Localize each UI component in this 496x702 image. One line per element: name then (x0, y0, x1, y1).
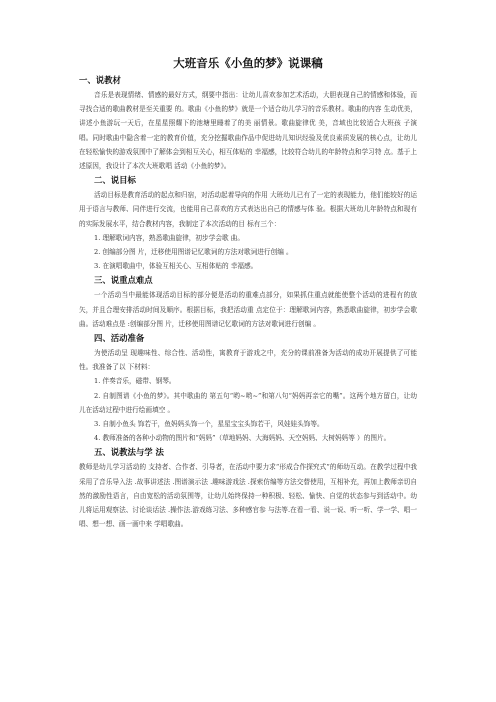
section-heading-3: 三、说重点难点 (94, 275, 153, 286)
section-heading-1: 一、说教材 (79, 75, 121, 85)
section-heading-2: 二、说目标 (94, 175, 136, 186)
section-heading-5: 五、说教法与学 法 (94, 447, 164, 458)
goal-item-2: 2. 创编部分图 片，迁移使用图谱记忆歌词的方法对歌词进行创编 。 (94, 248, 293, 257)
document-body (79, 73, 417, 531)
goal-item-1: 1. 理解歌词内容，熟悉歌曲旋律，初步学会歌 曲。 (94, 233, 245, 242)
section-4-paragraph: 为使活动呈 现趣味性、综合性、活动性，寓教育于游戏之中，充分的课前准备为活动的成功开展提供了可能 性。我准备了以 下材料： (79, 349, 417, 372)
goal-item-3: 3. 在演唱歌曲中，体验互相关心、互相体贴的 幸福感。 (94, 262, 258, 271)
material-item-4: 4. 教师准备的各种小动物的图片和“妈妈”（草地妈妈、大海妈妈、天空妈妈、大树妈妈等 ）的图片。 (94, 434, 391, 443)
document-title: 大班音乐《小鱼的梦》说课稿 (173, 56, 323, 70)
material-item-2: 2. 自制图谱《小鱼的梦》。其中歌曲的 第五句“哟~哟~”和第八句“妈妈再亲它的嘴”。这两个地方留白，让幼儿在活动过程中进行绘画填空 。 (79, 391, 417, 414)
section-1-paragraph: 音乐是表现情绪、情感的最好方式，纲要中指出：让幼儿喜欢参加艺术活动，大胆表现自己的情感和体验，而寻找合适的歌曲教材是至关重要 的。歌曲《小鱼的梦》就是一个适合幼儿学习的音乐教材。歌曲的内容 生动优美，讲述小鱼游玩一天后，在星星照耀下的池塘里睡着了的美 丽情景。歌曲旋律优 美，音域也比较适合大班孩 子演唱。同时歌曲中隐含着一定的教育价值，充分挖掘歌曲作品中促进幼儿知识经验及优良素质发展的核心点，让幼儿在轻松愉快的游戏氛围中了解体会到相互关心，相互体贴的 幸福感，比较符合幼儿的年龄特点和学习特 点。基于上述原因，我设计了本次大班歌唱 活动《小鱼的梦》。 (79, 91, 417, 171)
section-heading-4: 四、活动准备 (94, 333, 145, 344)
section-5-paragraph: 教师是幼儿学习活动的 支持者、合作者、引导者，在活动中要力求“形成合作探究式”的师幼互动。在教学过程中我采用了音乐导入法 .故事讲述法 .图谱演示法 .趣味游戏法 .探索仿编等方法交替使用，互相补充，再加上教师亲切自然的激励性语言，自由宽松的活动氛围等，让幼儿始终保持一种积极、轻松、愉快、自觉的状态参与到活动中。幼儿将运用观察法、讨论谈话法 .操作法.游戏练习法、多种感官参 与法等.在看一看、说一说、听一听、学一学、唱一唱、想一想、画一画中来 学唱歌曲。 (79, 463, 417, 529)
material-item-1: 1. 伴奏音乐，磁带、钢琴。 (94, 377, 176, 386)
material-item-3: 3. 自制小鱼头 饰若干，鱼妈妈头饰一个，星星宝宝头饰若干，风娃娃头饰等。 (94, 420, 324, 429)
section-2-paragraph: 活动目标是教育活动的起点和归宿，对活动起着导向的作用 大班幼儿已有了一定的表现能力，他们能较好的运用于语言与教师、同伴进行交流，也能用自己喜欢的方式表达出自己的情感与体 验。根据大班幼儿年龄特点和现有的实际发展水平，结合教材内容，我制定了本次活动的目 标有三个： (79, 191, 417, 228)
section-3-paragraph: 一个活动当中最能体现活动目标的部分便是活动的重难点部分，如果抓住重点就能使整个活动的进程有的放矢，并且合理安排活动时间及顺序。根据目标，我把活动重 点定位于：理解歌词内容，熟悉歌曲旋律，初步学会歌 曲。活动难点是 :创编部分图 片，迁移使用图谱记忆歌词的方法对歌词进行创编 。 (79, 291, 417, 328)
